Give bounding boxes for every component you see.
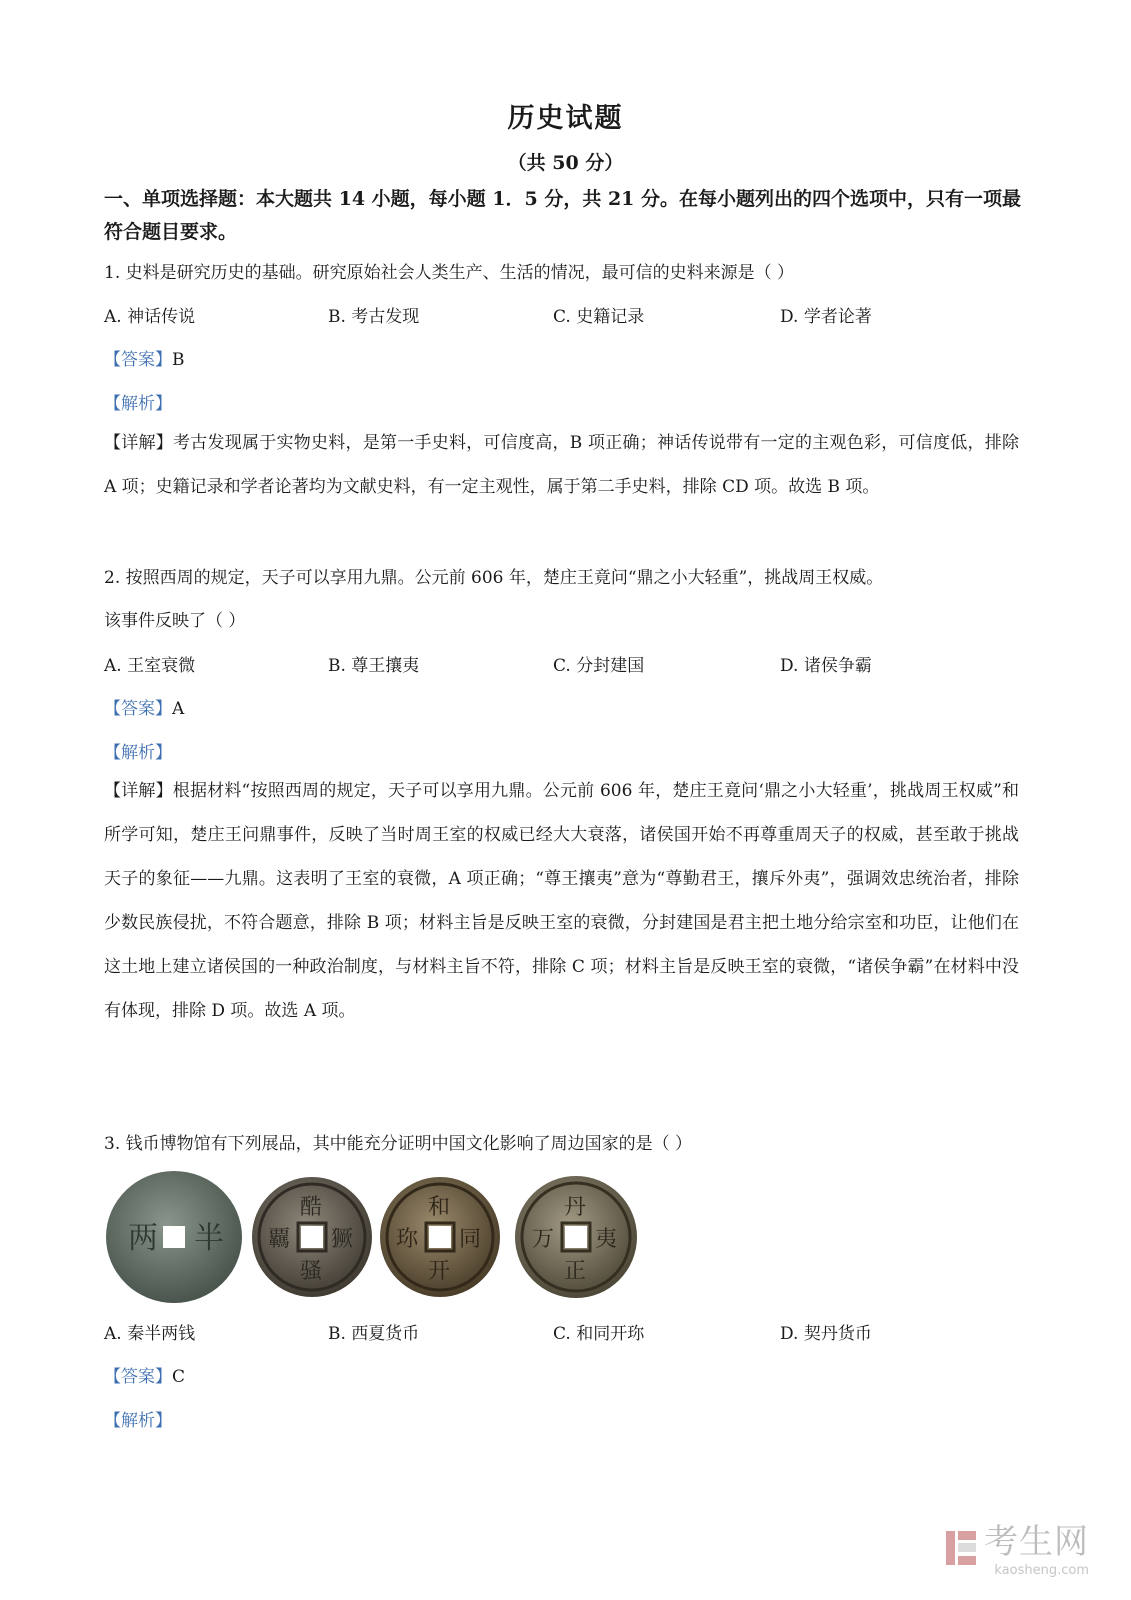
q2-option-b: B. 尊王攘夷	[328, 656, 420, 676]
page-title: 历史试题	[507, 103, 624, 134]
answer-value: B	[172, 350, 185, 370]
coin-4-left-char: 万	[532, 1227, 555, 1252]
coin-2-top-char: 酷	[300, 1195, 323, 1220]
q2-detail	[104, 769, 1019, 1033]
coin-3-right-char: 同	[459, 1227, 482, 1252]
watermark-logo-icon	[944, 1529, 978, 1567]
page-subtitle: （共 50 分）	[507, 152, 624, 174]
analysis-tag: 【解析】	[104, 743, 172, 763]
answer-value: A	[172, 699, 185, 719]
q3-answer	[104, 1362, 185, 1387]
q3-option-b: B. 西夏货币	[328, 1324, 420, 1344]
coin-3-left-char: 珎	[396, 1227, 419, 1252]
detail-text: 考古发现属于实物史料，是第一手史料，可信度高，B 项正确；神话传说带有一定的主观色彩，可信度低，排除 A 项；史籍记录和学者论著均为文献史料，有一定主观性，属于第二手史料，排除 CD 项。故选 B 项。	[104, 433, 1019, 497]
q2-option-d: D. 诸侯争霸	[780, 656, 872, 676]
q2-analysis	[104, 738, 172, 763]
coin-2-bottom-char: 骚	[300, 1259, 323, 1284]
coin-4-top-char: 丹	[564, 1195, 587, 1220]
q3-stem: 3. 钱币博物馆有下列展品，其中能充分证明中国文化影响了周边国家的是（ ）	[104, 1134, 693, 1154]
q2-option-a: A. 王室衰微	[104, 656, 196, 676]
q1-option-a: A. 神话传说	[104, 307, 196, 327]
coin-2-right-char: 獗	[331, 1227, 354, 1252]
q3-analysis	[104, 1406, 172, 1431]
coin-3-top-char: 和	[428, 1195, 451, 1220]
analysis-tag: 【解析】	[104, 394, 172, 414]
q1-analysis	[104, 389, 172, 414]
q1-stem: 1. 史料是研究历史的基础。研究原始社会人类生产、生活的情况，最可信的史料来源是（ ）	[104, 263, 795, 283]
q1-option-c: C. 史籍记录	[553, 307, 645, 327]
q1-detail	[104, 421, 1019, 509]
q3-option-d: D. 契丹货币	[780, 1324, 872, 1344]
coin-1-left-char: 两	[128, 1221, 158, 1256]
coin-wado-kaichin	[380, 1177, 500, 1297]
coin-4-right-char: 夷	[595, 1227, 618, 1252]
coin-western-xia	[252, 1177, 372, 1297]
detail-tag: 【详解】	[104, 433, 174, 453]
q3-option-c: C. 和同开珎	[553, 1324, 645, 1344]
q1-option-d: D. 学者论著	[780, 307, 872, 327]
answer-tag: 【答案】	[104, 699, 172, 719]
q1-answer	[104, 345, 185, 370]
coin-2-left-char: 覊	[268, 1227, 291, 1252]
q2-answer	[104, 694, 184, 719]
q2-option-c: C. 分封建国	[553, 656, 645, 676]
answer-value: C	[172, 1367, 186, 1387]
q1-option-b: B. 考古发现	[328, 307, 420, 327]
watermark-text: 考生网	[984, 1521, 1089, 1562]
answer-tag: 【答案】	[104, 350, 172, 370]
coin-khitan	[515, 1176, 637, 1298]
coin-3-bottom-char: 开	[428, 1259, 451, 1284]
analysis-tag: 【解析】	[104, 1411, 172, 1431]
q3-option-a: A. 秦半两钱	[104, 1324, 196, 1344]
coin-images	[104, 1166, 664, 1308]
q2-stem-line2: 该事件反映了（ ）	[104, 611, 246, 631]
section-heading: 一、单项选择题：本大题共 14 小题，每小题 1．5 分，共 21 分。在每小题列出的四个选项中，只有一项最符合题目要求。	[104, 188, 1022, 243]
answer-tag: 【答案】	[104, 1367, 172, 1387]
watermark-domain: kaosheng.com	[994, 1563, 1089, 1578]
detail-tag: 【详解】	[104, 781, 173, 801]
coin-qin-banliang	[106, 1171, 242, 1303]
coin-1-right-char: 半	[194, 1221, 224, 1256]
detail-text: 根据材料“按照西周的规定，天子可以享用九鼎。公元前 606 年，楚庄王竟问‘鼎之小大轻重’，挑战周王权威”和所学可知，楚庄王问鼎事件，反映了当时周王室的权威已经大大衰落，诸侯国开始不再尊重周天子的权威，甚至敢于挑战天子的象征——九鼎。这表明了王室的衰微，A 项正确；“尊王攘夷”意为“尊勤君王，攘斥外夷”，强调效忠统治者，排除少数民族侵扰，不符合题意，排除 B 项；材料主旨是反映王室的衰微，分封建国是君主把土地分给宗室和功臣，让他们在这土地上建立诸侯国的一种政治制度，与材料主旨不符，排除 C 项；材料主旨是反映王室的衰微，“诸侯争霸”在材料中没有体现，排除 D 项。故选 A 项。	[104, 781, 1019, 1021]
coin-4-bottom-char: 正	[564, 1259, 587, 1284]
q2-stem-line1: 2. 按照西周的规定，天子可以享用九鼎。公元前 606 年，楚庄王竟问“鼎之小大轻重”，挑战周王权威。	[104, 568, 884, 588]
watermark	[944, 1514, 1089, 1579]
coin-figure	[104, 1166, 664, 1308]
